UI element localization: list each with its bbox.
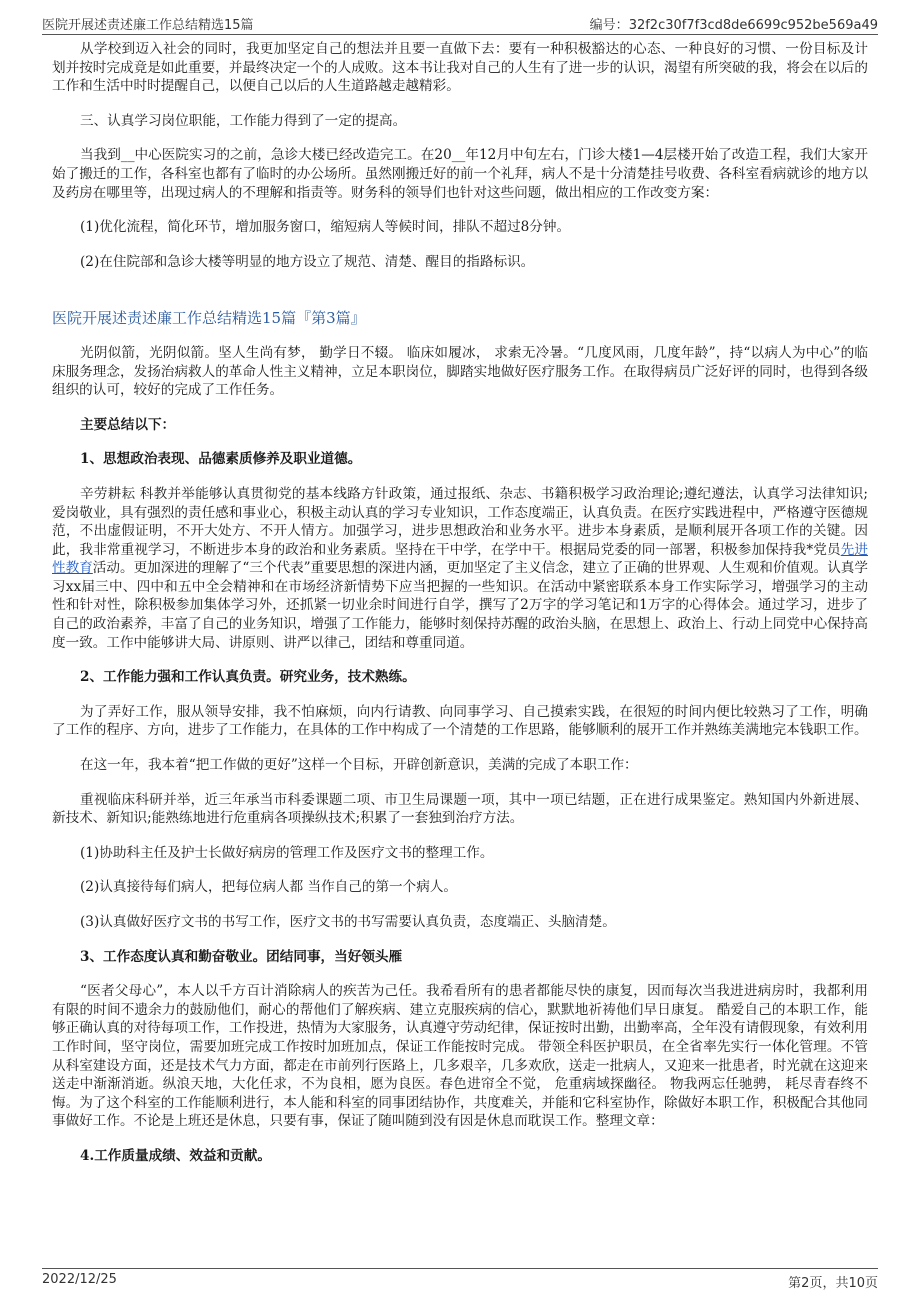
paragraph: 重视临床科研并举，近三年承当市科委课题二项、市卫生局课题一项，其中一项已结题，正在进行成果鉴定。熟知国内外新进展、新技术、新知识;能熟练地进行危重病各项操纵技术;积累了一套独到治疗方法。 bbox=[52, 791, 868, 827]
footer-date: 2022/12/25 bbox=[42, 1272, 117, 1287]
header-code-label: 编号： bbox=[589, 18, 629, 33]
paragraph: 光阴似箭，光阴似箭。坚人生尚有梦， 勤学日不辍。 临床如履冰， 求索无冷暑。“几度风雨，几度年龄”，持“以病人为中心”的临床服务理念，发扬治病救人的革命人性主义精神，立足本职岗位，脚踏实地做好医疗服务工作。在取得病员广泛好评的同时，也得到各级组织的认可，较好的完成了工作任务。 bbox=[52, 344, 868, 399]
paragraph: 当我到__中心医院实习的之前，急诊大楼已经改造完工。在20__年12月中旬左右，门诊大楼1—4层楼开始了改造工程，我们大家开始了搬迁的工作，各科室也都有了临时的办公场所。虽然刚搬迁好的前一个礼拜，病人不是十分清楚挂号收费、各科室看病就诊的地方以及药房在哪里等，出现过病人的不理解和指责等。财务科的领导们也针对这些问题，做出相应的工作改变方案： bbox=[52, 147, 868, 201]
list-item: (2)认真接待每们病人，把每位病人都 当作自己的第一个病人。 bbox=[80, 879, 458, 896]
list-item: (1)优化流程，简化环节，增加服务窗口，缩短病人等候时间，排队不超过8分钟。 bbox=[80, 219, 571, 236]
section-title: 医院开展述责述廉工作总结精选15篇『第3篇』 bbox=[52, 309, 366, 328]
paragraph: 为了弄好工作，服从领导安排，我不怕麻烦，向内行请教、向同事学习、自己摸索实践，在很短的时间内便比较熟习了工作，明确了工作的程序、方向，进步了工作能力，在具体的工作中构成了一个清楚的工作思路，能够顺利的展开工作并熟练美满地完本钱职工作。 bbox=[52, 703, 868, 739]
header-code bbox=[590, 14, 878, 33]
page-header bbox=[42, 10, 878, 35]
paragraph: “医者父母心”，本人以千方百计消除病人的疾苦为己任。我希看所有的患者都能尽快的康复，因而每次当我进进病房时，我都利用有限的时间不遗余力的鼓励他们，耐心的帮他们了解疾病、建立克服疾病的信心，默默地祈祷他们早日康复。 酷爱自己的本职工作，能够正确认真的对待每项工作，工作投进，热情为大家服务，认真遵守劳动纪律，保证按时出勤，出勤率高，全年没有请假现象，有效利用工作时间，坚守岗位，需要加班完成工作按时加班加点，保证工作能按时完成。 带领全科医护职员，在全省率先实行一体化管理。不管从科室建设方面，还是技术气力方面，都走在市前列行医路上，几多艰辛，几多欢欣，送走一批病人，又迎来一批患者，时光就在这迎来送走中渐渐消逝。纵浪天地，大化任求，不为良相，愿为良医。春色进帘全不觉， 危重病域探幽径。 物我两忘任驰骋， 耗尽青春终不悔。为了这个科室的工作能顺利进行，本人能和科室的同事团结协作，共度难关，并能和它科室协作，除做好本职工作，积极配合其他同事做好工作。不论是上班还是休息，只要有事，保证了随叫随到没有因是休息而耽误工作。整理文章： bbox=[52, 983, 868, 1130]
list-item: (3)认真做好医疗文书的书写工作，医疗文书的书写需要认真负责，态度端正、头脑清楚。 bbox=[80, 914, 616, 930]
header-code-value: 32f2c30f7f3cd8de6699c952be569a49 bbox=[628, 18, 878, 33]
subheading: 3、工作态度认真和勤奋敬业。团结同事，当好领头雁 bbox=[80, 948, 403, 965]
subheading: 2、工作能力强和工作认真负责。研究业务，技术熟练。 bbox=[80, 669, 416, 686]
list-item: (1)协助科主任及护士长做好病房的管理工作及医疗文书的整理工作。 bbox=[80, 844, 494, 861]
inline-link[interactable]: 先进性教育 bbox=[52, 541, 868, 577]
paragraph bbox=[52, 485, 868, 652]
header-doc-title: 医院开展述责述廉工作总结精选15篇 bbox=[42, 18, 254, 33]
paragraph-text: 活动。更加深进的理解了“三个代表”重要思想的深进内涵，更加坚定了主义信念，建立了正确的世界观、人生观和价值观。认真学习xx届三中、四中和五中全会精神和在市场经济新情势下应当把握的一些知识。在活动中紧密联系本身工作实际学习，增强学习的主动性和针对性，除积极参加集体学习外，还抓紧一切业余时间进行自学，撰写了2万字的学习笔记和1万字的心得体会。通过学习，进步了自己的政治素养，丰富了自己的业务知识，增强了工作能力，能够时刻保持苏醒的政治头脑，在思想上、政治上、行动上同党中心保持高度一致。工作中能够讲大局、讲原则、讲严以律己，团结和尊重同道。 bbox=[52, 560, 869, 651]
paragraph: 在这一年，我本着“把工作做的更好”这样一个目标，开辟创新意识，美满的完成了本职工作： bbox=[80, 757, 638, 774]
list-item: (2)在住院部和急诊大楼等明显的地方设立了规范、清楚、醒目的指路标识。 bbox=[80, 253, 535, 270]
footer-page-info: 第2页，共10页 bbox=[788, 1276, 878, 1291]
page-footer bbox=[42, 1268, 878, 1291]
paragraph: 三、认真学习岗位职能，工作能力得到了一定的提高。 bbox=[80, 112, 407, 129]
subheading: 4.工作质量成绩、效益和贡献。 bbox=[80, 1147, 271, 1164]
paragraph: 从学校到迈入社会的同时，我更加坚定自己的想法并且要一直做下去：要有一种积极豁达的心态、一种良好的习惯、一份目标及计划并按时完成竟是如此重要，并最终决定一个的人成败。这本书让我对自己的人生有了进一步的认识，渴望有所突破的我，将会在以后的工作和生活中时时提醒自己，以便自己以后的人生道路越走越精彩。 bbox=[52, 41, 868, 95]
subheading: 1、思想政治表现、品德素质修养及职业道德。 bbox=[80, 451, 362, 468]
document-body bbox=[52, 40, 868, 1182]
paragraph-text: 辛劳耕耘 科教并举能够认真贯彻党的基本线路方针政策，通过报纸、杂志、书籍积极学习政治理论;遵纪遵法，认真学习法律知识;爱岗敬业，具有强烈的责任感和事业心，积极主动认真的学习专业知识，工作态度端正，认真负责。在医疗实践进程中，严格遵守医德规范，不出虚假证明，不开大处方、不开人情方。加强学习，进步思想政治和业务水平。进步本身素质，是顺利展开各项工作的关键。因此，我非常重视学习，不断进步本身的政治和业务素质。坚持在干中学，在学中干。根据局党委的同一部署，积极参加保持我*党员 bbox=[52, 485, 868, 558]
subheading: 主要总结以下： bbox=[80, 416, 176, 433]
